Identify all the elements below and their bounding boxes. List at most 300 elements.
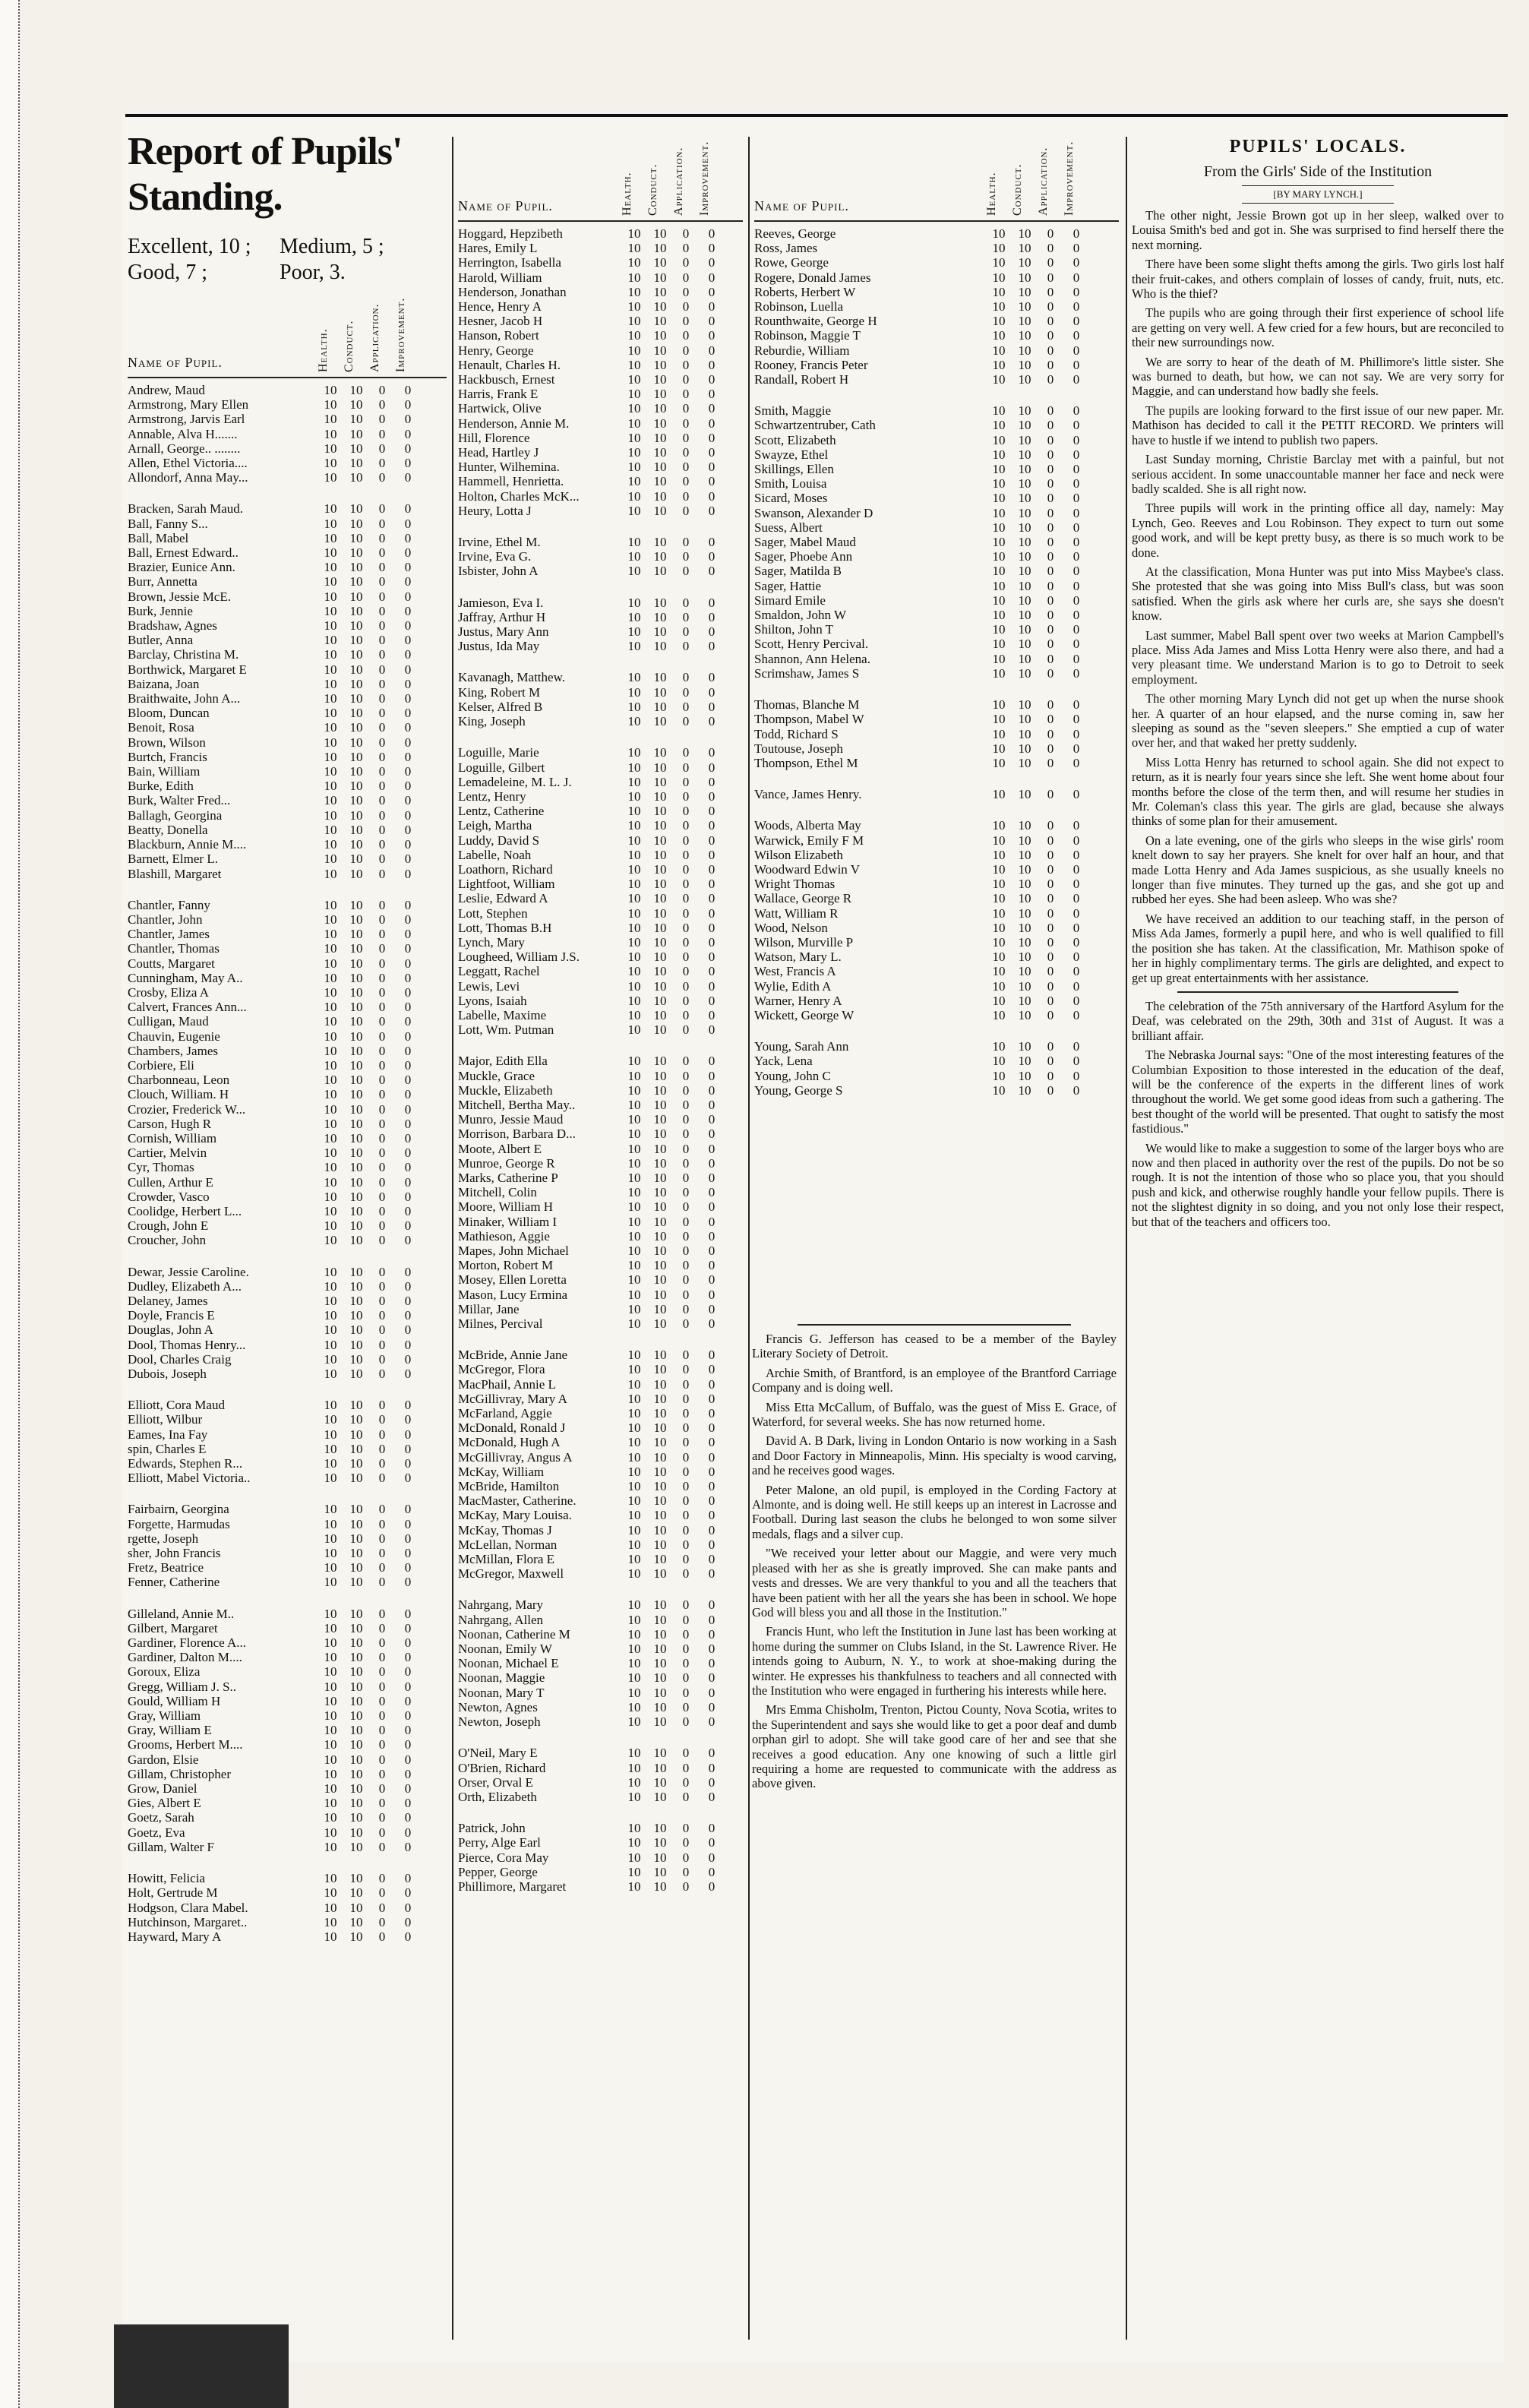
pupil-row bbox=[754, 403, 1119, 418]
score-cell: 0 bbox=[1047, 637, 1054, 652]
pupil-name: Marks, Catherine P bbox=[458, 1170, 558, 1185]
score-cell: 0 bbox=[708, 1670, 716, 1686]
header-label: Conduct. bbox=[1011, 163, 1024, 216]
score-cell: 10 bbox=[653, 387, 667, 402]
score-cell: 10 bbox=[653, 1287, 667, 1302]
score-cell: 10 bbox=[1018, 1007, 1031, 1022]
score-cell: 10 bbox=[349, 1531, 363, 1546]
pupil-row bbox=[458, 1435, 743, 1449]
score-cell: 0 bbox=[378, 456, 386, 471]
pupil-row bbox=[128, 1160, 447, 1174]
pupil-name: Labelle, Noah bbox=[458, 847, 532, 862]
score-cell: 0 bbox=[404, 749, 412, 764]
pupil-row bbox=[754, 622, 1119, 637]
pupil-row bbox=[458, 1508, 743, 1522]
score-cell: 10 bbox=[653, 1007, 667, 1022]
score-cell: 10 bbox=[1018, 1054, 1031, 1069]
pupil-row bbox=[458, 1566, 743, 1581]
score-cell: 10 bbox=[653, 1670, 667, 1686]
score-cell: 10 bbox=[349, 1502, 363, 1517]
score-cell: 10 bbox=[1018, 447, 1031, 462]
pupil-row bbox=[128, 1621, 447, 1635]
pupil-name: Smith, Maggie bbox=[754, 403, 832, 419]
score-cell: 0 bbox=[1073, 299, 1080, 314]
score-cell: 0 bbox=[1047, 432, 1054, 447]
pupil-name: Young, George S bbox=[754, 1082, 843, 1098]
score-cell: 10 bbox=[627, 1348, 641, 1363]
score-cell: 0 bbox=[378, 1664, 386, 1680]
score-cell: 0 bbox=[404, 793, 412, 808]
pupil-row bbox=[458, 535, 743, 549]
pupil-name: Kavanagh, Matthew. bbox=[458, 670, 565, 685]
score-cell: 10 bbox=[627, 430, 641, 445]
pupil-row bbox=[754, 741, 1119, 756]
pupil-row bbox=[458, 416, 743, 431]
score-cell: 0 bbox=[682, 1464, 690, 1479]
letter-group bbox=[754, 226, 1119, 387]
score-cell: 10 bbox=[992, 491, 1006, 506]
pupil-name: Gillam, Walter F bbox=[128, 1839, 214, 1854]
score-cell: 0 bbox=[378, 1160, 386, 1175]
pupil-row bbox=[128, 1117, 447, 1131]
pupil-name: Armstrong, Mary Ellen bbox=[128, 397, 249, 412]
score-cell: 0 bbox=[682, 430, 690, 445]
pupil-name: Schwartzentruber, Cath bbox=[754, 418, 876, 433]
score-cell: 0 bbox=[708, 624, 716, 640]
score-cell: 10 bbox=[992, 343, 1006, 358]
pupil-row bbox=[754, 877, 1119, 891]
pupil-name: Gies, Albert E bbox=[128, 1796, 201, 1811]
pupil-row bbox=[458, 1008, 743, 1022]
pupil-name: Crozier, Frederick W... bbox=[128, 1101, 246, 1117]
letter-group bbox=[128, 1502, 447, 1589]
pupil-name: Hanson, Robert bbox=[458, 328, 539, 343]
score-cell: 10 bbox=[653, 314, 667, 329]
pupil-name: Ball, Ernest Edward.. bbox=[128, 545, 239, 561]
pupil-row bbox=[754, 447, 1119, 462]
score-cell: 10 bbox=[627, 445, 641, 460]
score-cell: 0 bbox=[378, 1174, 386, 1190]
score-cell: 10 bbox=[349, 412, 363, 427]
pupil-row bbox=[754, 1083, 1119, 1098]
pupil-name: Eames, Ina Fay bbox=[128, 1427, 208, 1442]
score-cell: 0 bbox=[404, 1810, 412, 1825]
pupil-row bbox=[128, 912, 447, 927]
score-cell: 10 bbox=[349, 1130, 363, 1146]
score-cell: 10 bbox=[349, 647, 363, 662]
pupil-name: Loathorn, Richard bbox=[458, 861, 553, 877]
score-cell: 0 bbox=[1073, 741, 1080, 756]
score-cell: 0 bbox=[682, 934, 690, 950]
score-cell: 0 bbox=[708, 1141, 716, 1156]
score-cell: 10 bbox=[653, 1821, 667, 1836]
score-cell: 10 bbox=[653, 609, 667, 624]
score-cell: 10 bbox=[324, 1635, 337, 1651]
pupil-row bbox=[128, 604, 447, 618]
score-cell: 10 bbox=[324, 1471, 337, 1486]
score-cell: 10 bbox=[653, 1112, 667, 1127]
score-cell: 0 bbox=[1073, 891, 1080, 906]
pupil-row bbox=[458, 1302, 743, 1316]
score-cell: 0 bbox=[682, 535, 690, 550]
score-cell: 10 bbox=[653, 1656, 667, 1671]
pupil-row bbox=[458, 314, 743, 328]
score-cell: 0 bbox=[378, 852, 386, 867]
score-cell: 10 bbox=[992, 818, 1006, 833]
score-cell: 0 bbox=[378, 1650, 386, 1665]
score-cell: 10 bbox=[653, 1199, 667, 1215]
pupil-name: Cyr, Thomas bbox=[128, 1160, 194, 1175]
score-cell: 10 bbox=[349, 1367, 363, 1381]
pupil-row bbox=[754, 372, 1119, 387]
letter-group bbox=[458, 670, 743, 728]
score-cell: 0 bbox=[404, 1679, 412, 1694]
score-cell: 10 bbox=[627, 1170, 641, 1185]
score-cell: 0 bbox=[682, 1685, 690, 1700]
score-cell: 0 bbox=[1047, 861, 1054, 877]
score-cell: 0 bbox=[708, 1656, 716, 1671]
score-cell: 0 bbox=[378, 1146, 386, 1161]
score-cell: 0 bbox=[708, 299, 716, 314]
pupil-name: Hackbusch, Ernest bbox=[458, 372, 555, 387]
score-cell: 10 bbox=[349, 970, 363, 985]
score-cell: 10 bbox=[349, 1441, 363, 1456]
score-cell: 0 bbox=[1073, 905, 1080, 921]
score-cell: 10 bbox=[1018, 403, 1031, 419]
score-cell: 0 bbox=[1073, 978, 1080, 994]
score-cell: 10 bbox=[627, 993, 641, 1008]
score-cell: 10 bbox=[324, 807, 337, 823]
score-cell: 0 bbox=[682, 1626, 690, 1642]
score-cell: 0 bbox=[708, 891, 716, 906]
score-cell: 10 bbox=[627, 934, 641, 950]
score-cell: 10 bbox=[349, 1293, 363, 1308]
pupil-name: Vance, James Henry. bbox=[754, 787, 862, 802]
score-cell: 10 bbox=[627, 818, 641, 833]
score-cell: 10 bbox=[627, 299, 641, 314]
score-cell: 10 bbox=[324, 822, 337, 837]
pupil-name: Charbonneau, Leon bbox=[128, 1073, 230, 1088]
pupil-row bbox=[458, 1642, 743, 1656]
score-cell: 0 bbox=[404, 1664, 412, 1680]
score-cell: 0 bbox=[378, 927, 386, 942]
score-cell: 0 bbox=[682, 387, 690, 402]
score-cell: 10 bbox=[653, 1406, 667, 1421]
score-cell: 0 bbox=[404, 764, 412, 779]
score-cell: 0 bbox=[682, 609, 690, 624]
score-cell: 0 bbox=[682, 891, 690, 906]
pupil-row bbox=[458, 358, 743, 372]
pupil-row bbox=[458, 564, 743, 578]
pupil-row bbox=[458, 1112, 743, 1127]
pupil-name: Cornish, William bbox=[128, 1130, 217, 1146]
score-cell: 0 bbox=[1073, 372, 1080, 387]
pupil-name: Ball, Mabel bbox=[128, 530, 189, 545]
score-cell: 0 bbox=[378, 1929, 386, 1944]
score-cell: 0 bbox=[404, 662, 412, 677]
section-separator bbox=[1177, 991, 1458, 993]
score-cell: 10 bbox=[653, 1420, 667, 1436]
score-cell: 0 bbox=[404, 1367, 412, 1381]
pupil-row bbox=[458, 1627, 743, 1642]
score-cell: 10 bbox=[1018, 578, 1031, 593]
score-cell: 10 bbox=[653, 964, 667, 979]
locals-paragraph: Last summer, Mabel Ball spent over two weeks at Marion Campbell's place. Miss Ada James and Miss Lotta Henry were also there, and had a very pleasant time. We understand Marion is to go to Detroit to seek employment. bbox=[1132, 627, 1504, 687]
pupil-row bbox=[128, 501, 447, 516]
pupil-row bbox=[458, 1656, 743, 1670]
pupil-row bbox=[458, 1142, 743, 1156]
score-cell: 0 bbox=[682, 1362, 690, 1377]
score-cell: 0 bbox=[708, 1068, 716, 1083]
locals-paragraph: Last Sunday morning, Christie Barclay met with a painful, but not serious accident. In some unaccountable manner her face and neck were badly scalded. She is all right now. bbox=[1132, 452, 1504, 496]
header-label: Application. bbox=[1037, 147, 1050, 216]
score-cell: 0 bbox=[378, 897, 386, 912]
score-cell: 0 bbox=[404, 941, 412, 956]
locals-paragraph: Miss Lotta Henry has returned to school again. She did not expect to return, as it is nearly four years since she left. She went home about four months before the close of the term then, and will resume her studies in Mr. Coleman's class this year. The girls are glad, because she always thinks of some plan for their amusement. bbox=[1132, 754, 1504, 829]
score-cell: 10 bbox=[627, 1449, 641, 1465]
pupil-name: Morrison, Barbara D... bbox=[458, 1127, 576, 1142]
pupil-row bbox=[128, 750, 447, 764]
pupil-name: Grow, Daniel bbox=[128, 1781, 197, 1797]
score-cell: 10 bbox=[653, 503, 667, 518]
score-cell: 10 bbox=[349, 1885, 363, 1901]
score-cell: 0 bbox=[378, 1781, 386, 1797]
pupil-row bbox=[458, 270, 743, 285]
score-cell: 10 bbox=[349, 426, 363, 441]
pupil-name: Watt, William R bbox=[754, 905, 839, 921]
news-paragraph: The Nebraska Journal says: "One of the most interesting features of the Columbian Exposition to those interested in the education of the deaf, will be the conference of the experts in the different lines of work throughout the world. We get some good ideas from such a gathering. The best thought of the world will be presented. That ought to satisfy the most fastidious." bbox=[1132, 1048, 1504, 1136]
pupil-row bbox=[754, 535, 1119, 549]
pupil-name: Lemadeleine, M. L. J. bbox=[458, 774, 572, 789]
score-cell: 0 bbox=[404, 426, 412, 441]
score-cell: 0 bbox=[1047, 284, 1054, 299]
score-cell: 0 bbox=[378, 1471, 386, 1486]
score-cell: 10 bbox=[349, 545, 363, 561]
score-cell: 10 bbox=[349, 837, 363, 852]
pupil-name: Wilson, Murville P bbox=[754, 934, 854, 950]
pupil-row bbox=[458, 504, 743, 518]
pupil-name: Barclay, Christina M. bbox=[128, 647, 239, 662]
pupils-locals-column bbox=[1132, 129, 1504, 1234]
score-cell: 10 bbox=[653, 226, 667, 241]
score-cell: 0 bbox=[682, 255, 690, 270]
score-cell: 10 bbox=[653, 1054, 667, 1069]
score-cell: 10 bbox=[627, 804, 641, 819]
pupil-row bbox=[458, 714, 743, 728]
score-cell: 10 bbox=[324, 1723, 337, 1738]
score-cell: 10 bbox=[627, 624, 641, 640]
pupil-row bbox=[458, 1835, 743, 1850]
score-cell: 10 bbox=[992, 833, 1006, 848]
locals-paragraph: There have been some slight thefts among the girls. Two girls lost half their fruit-cakes, and others complain of losses of candy, fruit, nuts, etc. Who is the thief? bbox=[1132, 257, 1504, 302]
score-cell: 10 bbox=[1018, 549, 1031, 564]
score-cell: 10 bbox=[349, 1900, 363, 1915]
score-cell: 10 bbox=[627, 1522, 641, 1537]
score-cell: 10 bbox=[1018, 284, 1031, 299]
pupil-name: Newton, Joseph bbox=[458, 1714, 541, 1730]
score-cell: 0 bbox=[1047, 993, 1054, 1008]
pupil-row bbox=[128, 1073, 447, 1087]
pupil-name: Kelser, Alfred B bbox=[458, 699, 543, 714]
score-cell: 10 bbox=[653, 1597, 667, 1613]
pupil-name: O'Neil, Mary E bbox=[458, 1746, 538, 1761]
score-cell: 10 bbox=[653, 401, 667, 416]
score-cell: 10 bbox=[627, 314, 641, 329]
score-cell: 10 bbox=[627, 847, 641, 862]
score-cell: 10 bbox=[653, 1835, 667, 1850]
pupil-row bbox=[128, 647, 447, 662]
score-cell: 10 bbox=[349, 1516, 363, 1531]
score-cell: 0 bbox=[378, 1531, 386, 1546]
score-cell: 10 bbox=[653, 1699, 667, 1714]
score-cell: 0 bbox=[708, 1199, 716, 1215]
score-cell: 0 bbox=[708, 833, 716, 848]
pupil-name: Dubois, Joseph bbox=[128, 1367, 207, 1381]
score-cell: 0 bbox=[682, 1228, 690, 1244]
pupil-row bbox=[458, 1686, 743, 1700]
pupil-row bbox=[458, 1761, 743, 1775]
score-cell: 0 bbox=[378, 941, 386, 956]
score-cell: 0 bbox=[1073, 255, 1080, 270]
pupil-name: Chantler, Fanny bbox=[128, 897, 210, 912]
score-cell: 0 bbox=[708, 1214, 716, 1229]
score-cell: 0 bbox=[378, 1441, 386, 1456]
score-cell: 0 bbox=[708, 1287, 716, 1302]
pupil-row bbox=[128, 1575, 447, 1589]
score-cell: 10 bbox=[653, 1097, 667, 1112]
pupil-name: Swayze, Ethel bbox=[754, 447, 829, 462]
score-cell: 10 bbox=[349, 852, 363, 867]
pupil-row bbox=[128, 1233, 447, 1247]
score-cell: 10 bbox=[653, 1746, 667, 1761]
pupil-row bbox=[128, 1427, 447, 1442]
score-cell: 10 bbox=[349, 456, 363, 471]
pupil-name: Scrimshaw, James S bbox=[754, 665, 860, 681]
score-cell: 10 bbox=[1018, 622, 1031, 637]
score-cell: 0 bbox=[708, 639, 716, 654]
score-cell: 0 bbox=[378, 956, 386, 971]
score-cell: 0 bbox=[682, 1537, 690, 1552]
pupil-row bbox=[458, 1272, 743, 1287]
pupil-name: Scott, Elizabeth bbox=[754, 432, 836, 447]
score-cell: 10 bbox=[349, 1116, 363, 1131]
pupil-name: Wickett, George W bbox=[754, 1007, 855, 1022]
score-cell: 0 bbox=[682, 343, 690, 358]
score-cell: 0 bbox=[682, 328, 690, 343]
pupil-name: Phillimore, Margaret bbox=[458, 1879, 567, 1894]
score-cell: 0 bbox=[682, 1552, 690, 1567]
score-cell: 10 bbox=[992, 665, 1006, 681]
score-cell: 0 bbox=[404, 1471, 412, 1486]
score-cell: 10 bbox=[653, 1228, 667, 1244]
pupil-name: Sicard, Moses bbox=[754, 491, 828, 506]
pupil-name: McKay, Thomas J bbox=[458, 1522, 552, 1537]
score-cell: 10 bbox=[349, 603, 363, 618]
score-cell: 0 bbox=[378, 441, 386, 456]
score-cell: 10 bbox=[627, 549, 641, 564]
score-cell: 0 bbox=[378, 1900, 386, 1915]
pupil-row bbox=[128, 1000, 447, 1014]
score-cell: 10 bbox=[324, 516, 337, 531]
score-cell: 10 bbox=[324, 1781, 337, 1797]
score-cell: 0 bbox=[708, 1493, 716, 1509]
score-cell: 10 bbox=[324, 1351, 337, 1367]
pupil-name: Lewis, Levi bbox=[458, 978, 520, 994]
score-cell: 0 bbox=[1047, 608, 1054, 623]
pupil-row bbox=[458, 1377, 743, 1392]
pupil-name: Shannon, Ann Helena. bbox=[754, 651, 870, 666]
letter-group bbox=[458, 226, 743, 518]
score-cell: 0 bbox=[404, 1650, 412, 1665]
score-cell: 0 bbox=[682, 1214, 690, 1229]
pupil-row bbox=[128, 618, 447, 633]
pupil-name: Benoit, Rosa bbox=[128, 720, 194, 735]
pupil-row bbox=[458, 285, 743, 299]
score-cell: 10 bbox=[324, 545, 337, 561]
score-cell: 0 bbox=[378, 470, 386, 485]
pupil-row bbox=[458, 760, 743, 775]
score-cell: 0 bbox=[378, 807, 386, 823]
pupil-name: Millar, Jane bbox=[458, 1301, 520, 1316]
score-cell: 10 bbox=[653, 270, 667, 285]
score-cell: 0 bbox=[378, 633, 386, 648]
pupil-row bbox=[128, 985, 447, 1000]
pupil-name: Brown, Wilson bbox=[128, 735, 206, 750]
pupil-name: Coutts, Margaret bbox=[128, 956, 215, 971]
pupil-row bbox=[128, 1680, 447, 1694]
score-cell: 10 bbox=[653, 1391, 667, 1406]
score-cell: 0 bbox=[1047, 1039, 1054, 1054]
pupil-row bbox=[128, 1810, 447, 1825]
score-cell: 0 bbox=[378, 1073, 386, 1088]
score-cell: 0 bbox=[682, 1287, 690, 1302]
pupil-row bbox=[128, 1635, 447, 1650]
score-cell: 0 bbox=[682, 1714, 690, 1730]
score-cell: 0 bbox=[404, 927, 412, 942]
score-cell: 0 bbox=[682, 1746, 690, 1761]
locals-paragraph: At the classification, Mona Hunter was put into Miss Maybee's class. She protested that she was going into Miss Bull's class, but was soon satisfied. When the girls ask where her curls are, she says she doesn't know. bbox=[1132, 564, 1504, 624]
column-divider bbox=[748, 137, 750, 2340]
score-cell: 10 bbox=[627, 1068, 641, 1083]
score-cell: 10 bbox=[992, 1007, 1006, 1022]
score-cell: 0 bbox=[682, 1199, 690, 1215]
score-cell: 0 bbox=[708, 1112, 716, 1127]
score-cell: 0 bbox=[1073, 1054, 1080, 1069]
score-cell: 0 bbox=[1047, 372, 1054, 387]
score-cell: 0 bbox=[404, 1218, 412, 1234]
score-cell: 10 bbox=[324, 662, 337, 677]
pupil-name: Labelle, Maxime bbox=[458, 1007, 547, 1022]
pupil-row bbox=[754, 343, 1119, 358]
pupil-name: McGregor, Flora bbox=[458, 1362, 545, 1377]
score-cell: 0 bbox=[682, 416, 690, 431]
score-cell: 10 bbox=[1018, 950, 1031, 965]
pupil-row bbox=[754, 833, 1119, 848]
score-cell: 10 bbox=[324, 1073, 337, 1088]
score-cell: 0 bbox=[708, 670, 716, 685]
score-cell: 0 bbox=[378, 1766, 386, 1781]
score-cell: 0 bbox=[404, 1456, 412, 1471]
pupil-row bbox=[754, 549, 1119, 564]
pupil-row bbox=[458, 1670, 743, 1685]
score-cell: 0 bbox=[1073, 847, 1080, 862]
score-cell: 0 bbox=[708, 1760, 716, 1775]
score-cell: 10 bbox=[653, 833, 667, 848]
score-cell: 10 bbox=[349, 1679, 363, 1694]
score-cell: 0 bbox=[708, 1258, 716, 1273]
score-cell: 10 bbox=[324, 706, 337, 721]
pupil-row bbox=[458, 431, 743, 445]
